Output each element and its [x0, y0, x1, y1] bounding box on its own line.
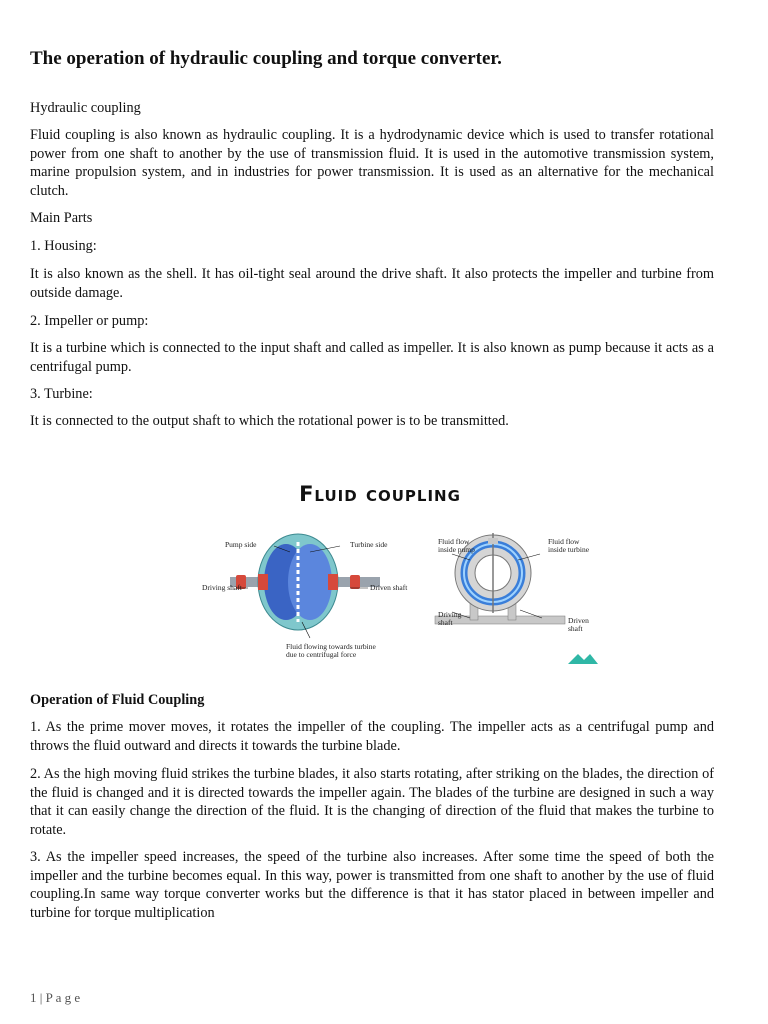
part2-title: 2. Impeller or pump:	[30, 313, 149, 329]
label-turbine-side: Turbine side	[350, 540, 388, 549]
label-driving-shaft: Driving shaft	[202, 583, 242, 592]
part3-title: 3. Turbine:	[30, 386, 93, 402]
page-title: The operation of hydraulic coupling and torque converter.	[30, 48, 502, 69]
intro-paragraph: Fluid coupling is also known as hydraulic coupling. It is a hydrodynamic device which is used to transfer rotational power from one shaft to another by the use of transmission fluid. It is used in the automotive transmission system, marine propulsion system, and in industries for power transmission. It is used as an alternative for the mechanical clutch.	[30, 127, 714, 199]
part1-text: It is also known as the shell. It has oil-tight seal around the drive shaft. It also protects the impeller and turbine from outside damage.	[30, 266, 714, 301]
label-driven-shaft-flow: Driven shaft	[568, 616, 589, 633]
label-driving-shaft-flow: Driving shaft	[438, 610, 462, 627]
label-pump-side: Pump side	[225, 540, 257, 549]
operation-step-3: 3. As the impeller speed increases, the speed of the turbine also increases. After some time the speed of both the impeller and the turbine becomes equal. In this way, power is transmitted from one shaft to another by the use of fluid coupling.In same way torque converter works but the difference is that it has stator placed in between impeller and turbine for torque multiplication	[30, 849, 714, 921]
logo-icon	[568, 654, 598, 664]
label-fluid-flowing: Fluid flowing towards turbine due to centrifugal force	[286, 642, 376, 659]
operation-step-2: 2. As the high moving fluid strikes the turbine blades, it also starts rotating, after striking on the blades, the direction of the fluid is changed and it is directed towards the impeller again. The blades of the turbine are designed in such a way that it can easily change the direction of the fluid. It is the changing of direction of the fluid that makes the turbine to rotate.	[30, 766, 714, 838]
part2-text: It is a turbine which is connected to the input shaft and called as impeller. It is also known as pump because it acts as a centrifugal pump.	[30, 340, 714, 375]
page-footer: 1 | P a g e	[30, 990, 81, 1005]
label-flow-inside-turbine: Fluid flow inside turbine	[548, 537, 590, 554]
main-parts-heading: Main Parts	[30, 210, 93, 226]
section-heading-hydraulic-coupling: Hydraulic coupling	[30, 100, 141, 116]
label-flow-inside-pump: Fluid flow inside pump	[438, 537, 475, 554]
figure-title: Fluid coupling	[299, 482, 461, 506]
fluid-coupling-diagram	[170, 478, 630, 678]
part3-text: It is connected to the output shaft to which the rotational power is to be transmitted.	[30, 413, 509, 429]
operation-heading: Operation of Fluid Coupling	[30, 692, 205, 708]
part1-title: 1. Housing:	[30, 238, 97, 254]
coupling-side-view	[230, 534, 380, 638]
label-driven-shaft: Driven shaft	[370, 583, 408, 592]
operation-step-1: 1. As the prime mover moves, it rotates the impeller of the coupling. The impeller acts as a centrifugal pump and throws the fluid outward and directs it towards the turbine blade.	[30, 719, 714, 754]
fluid-coupling-figure	[170, 478, 630, 678]
